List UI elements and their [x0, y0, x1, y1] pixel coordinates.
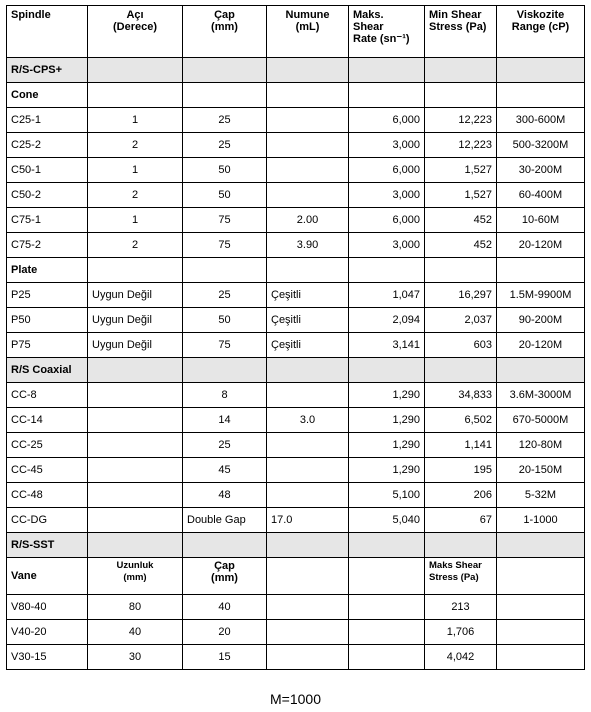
empty-cell — [267, 58, 349, 83]
table-cell: CC-48 — [7, 483, 88, 508]
table-row — [7, 620, 585, 645]
header-maks-shear-stress: Maks Shear Stress (Pa) — [425, 558, 497, 595]
table-cell: 1 — [88, 158, 183, 183]
table-cell: 3.6M-3000M — [497, 383, 585, 408]
table-cell: 5,040 — [349, 508, 425, 533]
table-cell — [267, 158, 349, 183]
table-cell: V80-40 — [7, 595, 88, 620]
table-cell: 1,527 — [425, 158, 497, 183]
table-cell — [497, 595, 585, 620]
empty-cell — [183, 83, 267, 108]
empty-cell — [497, 83, 585, 108]
table-cell: 500-3200M — [497, 133, 585, 158]
table-cell — [267, 645, 349, 670]
table-cell: Çeşitli — [267, 283, 349, 308]
empty-cell — [183, 358, 267, 383]
table-cell: CC-DG — [7, 508, 88, 533]
table-cell: 50 — [183, 308, 267, 333]
header-uzunluk: Uzunluk (mm) — [88, 558, 183, 595]
table-cell — [267, 183, 349, 208]
empty-cell — [183, 258, 267, 283]
empty-cell — [497, 533, 585, 558]
section-plate-label: Plate — [7, 258, 88, 283]
table-cell — [267, 595, 349, 620]
table-cell — [88, 508, 183, 533]
spindle-spec-table — [6, 5, 585, 670]
empty-cell — [88, 58, 183, 83]
table-cell: 1,527 — [425, 183, 497, 208]
table-cell: CC-8 — [7, 383, 88, 408]
table-cell: 2,037 — [425, 308, 497, 333]
table-row — [7, 208, 585, 233]
empty-cell — [425, 533, 497, 558]
table-cell: 1.5M-9900M — [497, 283, 585, 308]
table-cell: 75 — [183, 233, 267, 258]
table-row — [7, 308, 585, 333]
table-row — [7, 483, 585, 508]
table-cell: 20-150M — [497, 458, 585, 483]
section-rs-sst-label: R/S-SST — [7, 533, 88, 558]
section-rs-sst — [7, 533, 585, 558]
section-rs-cps — [7, 58, 585, 83]
table-cell: 1,141 — [425, 433, 497, 458]
table-cell: 12,223 — [425, 133, 497, 158]
table-row — [7, 183, 585, 208]
table-cell: 10-60M — [497, 208, 585, 233]
table-cell: C50-2 — [7, 183, 88, 208]
table-cell: 12,223 — [425, 108, 497, 133]
header-vane-cap: Çap (mm) — [183, 558, 267, 595]
empty-cell — [349, 358, 425, 383]
table-cell — [88, 483, 183, 508]
table-cell: 120-80M — [497, 433, 585, 458]
table-cell: 20-120M — [497, 233, 585, 258]
table-cell: 6,000 — [349, 158, 425, 183]
table-cell: Uygun Değil — [88, 333, 183, 358]
empty-cell — [183, 58, 267, 83]
table-cell: CC-25 — [7, 433, 88, 458]
table-row — [7, 108, 585, 133]
table-cell: 75 — [183, 333, 267, 358]
empty-cell — [425, 83, 497, 108]
table-cell: 670-5000M — [497, 408, 585, 433]
table-cell: 4,042 — [425, 645, 497, 670]
table-cell — [88, 383, 183, 408]
table-row — [7, 233, 585, 258]
table-cell: 1,706 — [425, 620, 497, 645]
table-cell: 452 — [425, 233, 497, 258]
table-cell: 34,833 — [425, 383, 497, 408]
table-cell — [88, 408, 183, 433]
section-rs-cps-label: R/S-CPS+ — [7, 58, 88, 83]
header-cap: Çap (mm) — [183, 6, 267, 58]
empty-cell — [267, 558, 349, 595]
table-cell: Çeşitli — [267, 308, 349, 333]
section-cone — [7, 83, 585, 108]
table-cell: 14 — [183, 408, 267, 433]
table-cell: C25-1 — [7, 108, 88, 133]
table-cell: 2 — [88, 183, 183, 208]
table-cell: 30 — [88, 645, 183, 670]
table-cell — [88, 433, 183, 458]
table-row — [7, 645, 585, 670]
empty-cell — [497, 58, 585, 83]
section-plate — [7, 258, 585, 283]
table-cell: P75 — [7, 333, 88, 358]
table-cell — [349, 595, 425, 620]
empty-cell — [88, 83, 183, 108]
empty-cell — [88, 533, 183, 558]
table-cell: 1 — [88, 108, 183, 133]
vane-header-row — [7, 558, 585, 595]
table-cell: 6,502 — [425, 408, 497, 433]
table-cell: 50 — [183, 183, 267, 208]
table-row — [7, 595, 585, 620]
table-row — [7, 508, 585, 533]
table-cell: 1,290 — [349, 433, 425, 458]
table-cell: 20 — [183, 620, 267, 645]
table-cell: 603 — [425, 333, 497, 358]
table-cell: C75-1 — [7, 208, 88, 233]
table-cell: 16,297 — [425, 283, 497, 308]
section-rs-coaxial-label: R/S Coaxial — [7, 358, 88, 383]
table-cell: 75 — [183, 208, 267, 233]
table-row — [7, 283, 585, 308]
empty-cell — [349, 258, 425, 283]
table-cell: 3,141 — [349, 333, 425, 358]
table-cell: 3.90 — [267, 233, 349, 258]
table-row — [7, 383, 585, 408]
table-cell: 1,290 — [349, 408, 425, 433]
table-cell — [349, 620, 425, 645]
table-cell: 3,000 — [349, 233, 425, 258]
table-cell: 1,290 — [349, 458, 425, 483]
table-row — [7, 433, 585, 458]
table-cell: 2.00 — [267, 208, 349, 233]
header-spindle: Spindle — [7, 6, 88, 58]
table-cell: 25 — [183, 283, 267, 308]
table-cell: V30-15 — [7, 645, 88, 670]
table-cell: 20-120M — [497, 333, 585, 358]
empty-cell — [349, 533, 425, 558]
table-row — [7, 333, 585, 358]
table-cell: Çeşitli — [267, 333, 349, 358]
table-cell: C50-1 — [7, 158, 88, 183]
table-cell: P50 — [7, 308, 88, 333]
table-cell — [267, 383, 349, 408]
section-cone-label: Cone — [7, 83, 88, 108]
table-row — [7, 133, 585, 158]
table-cell: CC-45 — [7, 458, 88, 483]
table-cell: 452 — [425, 208, 497, 233]
table-cell: C75-2 — [7, 233, 88, 258]
table-cell: 40 — [183, 595, 267, 620]
table-cell — [349, 645, 425, 670]
table-cell: 2 — [88, 133, 183, 158]
table-cell: Uygun Değil — [88, 308, 183, 333]
table-cell: Uygun Değil — [88, 283, 183, 308]
table-cell: 90-200M — [497, 308, 585, 333]
table-cell: 25 — [183, 108, 267, 133]
table-cell: 25 — [183, 133, 267, 158]
table-cell: V40-20 — [7, 620, 88, 645]
table-cell: 30-200M — [497, 158, 585, 183]
table-cell: CC-14 — [7, 408, 88, 433]
header-row — [7, 6, 585, 58]
table-cell: 6,000 — [349, 208, 425, 233]
empty-cell — [349, 58, 425, 83]
table-cell: 213 — [425, 595, 497, 620]
header-numune: Numune (mL) — [267, 6, 349, 58]
table-cell: 3.0 — [267, 408, 349, 433]
table-cell — [267, 483, 349, 508]
header-viskozite-range: Viskozite Range (cP) — [497, 6, 585, 58]
table-cell: 1 — [88, 208, 183, 233]
table-row — [7, 158, 585, 183]
empty-cell — [267, 358, 349, 383]
table-cell: 3,000 — [349, 183, 425, 208]
empty-cell — [497, 358, 585, 383]
header-aci: Açı (Derece) — [88, 6, 183, 58]
table-cell — [497, 620, 585, 645]
empty-cell — [267, 533, 349, 558]
table-cell: 45 — [183, 458, 267, 483]
table-cell: 48 — [183, 483, 267, 508]
table-cell: C25-2 — [7, 133, 88, 158]
empty-cell — [183, 533, 267, 558]
table-cell — [267, 458, 349, 483]
table-cell: 2 — [88, 233, 183, 258]
empty-cell — [425, 358, 497, 383]
table-cell: 17.0 — [267, 508, 349, 533]
empty-cell — [425, 58, 497, 83]
table-cell: 6,000 — [349, 108, 425, 133]
table-cell: 40 — [88, 620, 183, 645]
table-cell: 206 — [425, 483, 497, 508]
table-cell — [267, 133, 349, 158]
table-cell: 300-600M — [497, 108, 585, 133]
table-cell — [88, 458, 183, 483]
table-cell: 8 — [183, 383, 267, 408]
empty-cell — [425, 258, 497, 283]
table-cell: 1,047 — [349, 283, 425, 308]
table-cell: 50 — [183, 158, 267, 183]
footer-note: M=1000 — [270, 691, 321, 707]
empty-cell — [497, 558, 585, 595]
empty-cell — [88, 358, 183, 383]
table-cell — [267, 108, 349, 133]
table-cell: 60-400M — [497, 183, 585, 208]
section-rs-coaxial — [7, 358, 585, 383]
table-cell: P25 — [7, 283, 88, 308]
table-cell: 1,290 — [349, 383, 425, 408]
header-maks-shear-rate: Maks. Shear Rate (sn⁻¹) — [349, 6, 425, 58]
header-min-shear-stress: Min Shear Stress (Pa) — [425, 6, 497, 58]
table-cell: Double Gap — [183, 508, 267, 533]
table-cell: 2,094 — [349, 308, 425, 333]
table-cell — [267, 433, 349, 458]
table-cell: 5,100 — [349, 483, 425, 508]
table-cell — [267, 620, 349, 645]
table-cell: 80 — [88, 595, 183, 620]
table-cell: 25 — [183, 433, 267, 458]
table-cell: 1-1000 — [497, 508, 585, 533]
table-row — [7, 458, 585, 483]
table-cell: 15 — [183, 645, 267, 670]
table-cell: 3,000 — [349, 133, 425, 158]
empty-cell — [349, 83, 425, 108]
table-cell: 67 — [425, 508, 497, 533]
table-row — [7, 408, 585, 433]
empty-cell — [349, 558, 425, 595]
table-cell — [497, 645, 585, 670]
empty-cell — [88, 258, 183, 283]
table-cell: 5-32M — [497, 483, 585, 508]
section-vane: Vane — [7, 558, 88, 595]
empty-cell — [267, 258, 349, 283]
empty-cell — [267, 83, 349, 108]
empty-cell — [497, 258, 585, 283]
table-cell: 195 — [425, 458, 497, 483]
